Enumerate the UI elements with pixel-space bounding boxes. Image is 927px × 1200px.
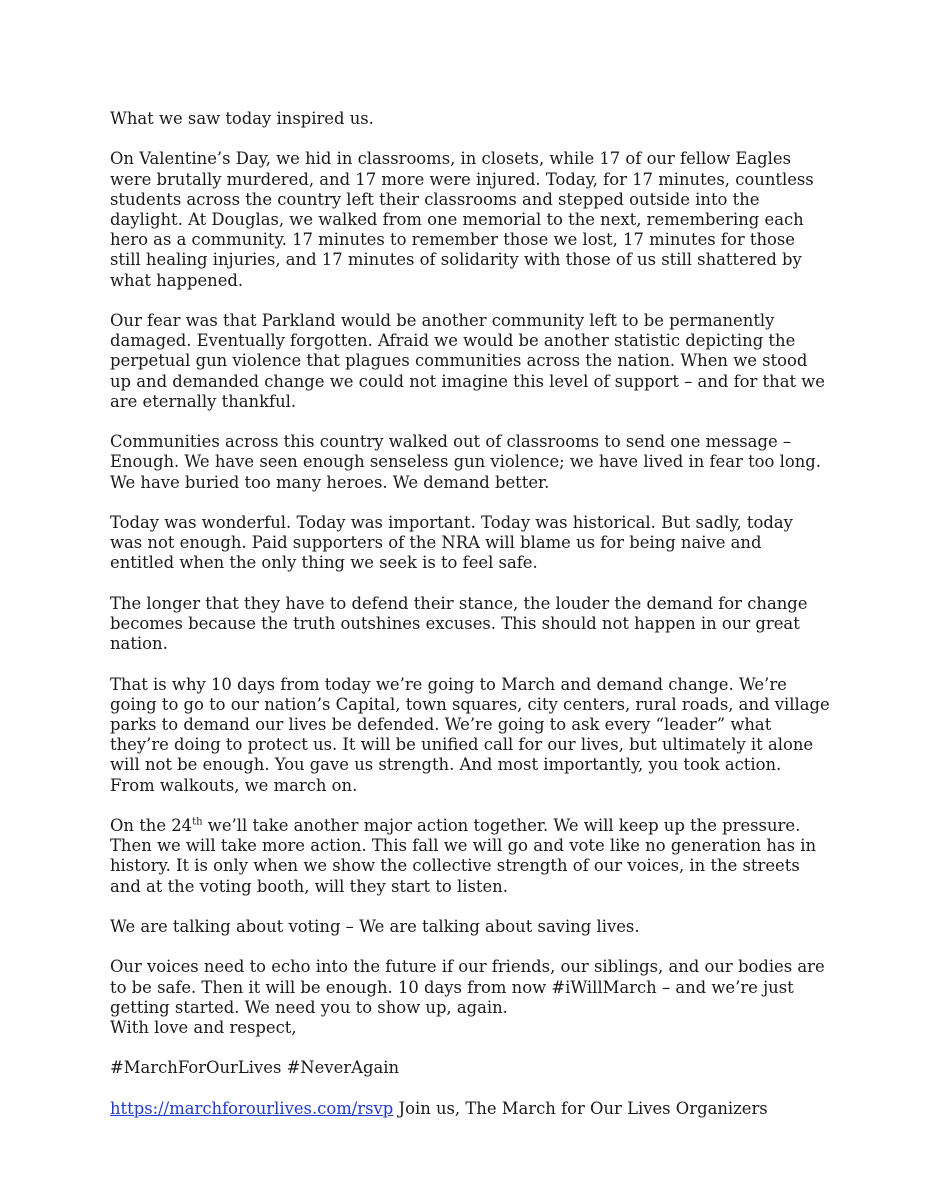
paragraph-our-fear: Our fear was that Parkland would be another community left to be permanently damaged. Eventually forgotten. Afraid we would be another statistic depicting the perpetual gun violence that plagues communities across the nation. When we stood up and demanded change we could not imagine this level of support – and for that we are eternally thankful. [110, 311, 825, 411]
p7-start: On the 24 [110, 816, 193, 835]
signoff-text: Join us, The March for Our Lives Organizers [393, 1098, 768, 1118]
paragraph-valentines-day: On Valentine’s Day, we hid in classrooms, in closets, while 17 of our fellow Eagles were brutally murdered, and 17 more were injured. Today, for 17 minutes, countless students across the country left their classrooms and stepped outside into the daylight. At Douglas, we walked from one memorial to the next, remembering each hero as a community. 17 minutes to remember those we lost, 17 minutes for those still healing injuries, and 17 minutes of solidarity with those of us still shattered by what happened. [110, 149, 814, 290]
opening-line: What we saw today inspired us. [110, 109, 374, 128]
rsvp-link[interactable]: https://marchforourlives.com/rsvp [110, 1098, 394, 1118]
paragraph-the-longer: The longer that they have to defend their stance, the louder the demand for change becomes because the truth outshines excuses. This should not happen in our great nation. [110, 593, 808, 654]
paragraph-voting: We are talking about voting – We are talking about saving lives. [110, 917, 640, 936]
closing-line: With love and respect, [110, 1018, 297, 1037]
letter-body [110, 109, 830, 1139]
paragraph-our-voices: Our voices need to echo into the future if our friends, our siblings, and our bodies are to be safe. Then it will be enough. 10 days from now #iWillMarch – and we’re just getting started. We need you to show up, again. [110, 957, 825, 1017]
ordinal-suffix: th [192, 816, 203, 828]
rsvp-line [110, 1099, 830, 1119]
paragraph-ten-days: That is why 10 days from today we’re going to March and demand change. We’re going to go to our nation’s Capital, town squares, city centers, rural roads, and village parks to demand our lives be defended. We’re going to ask every “leader” what they’re doing to protect us. It will be unified call for our lives, but ultimately it alone will not be enough. You gave us strength. And most importantly, you took action. From walkouts, we march on. [110, 674, 830, 795]
hashtags: #MarchForOurLives #NeverAgain [110, 1058, 400, 1078]
paragraph-today-was-wonderful: Today was wonderful. Today was important. Today was historical. But sadly, today was not enough. Paid supporters of the NRA will blame us for being naive and entitled when the only thing we seek is to feel safe. [110, 513, 793, 573]
paragraph-on-the-24th [110, 816, 830, 897]
paragraph-communities: Communities across this country walked out of classrooms to send one message – Enough. We have seen enough senseless gun violence; we have lived in fear too long. We have buried too many heroes. We demand better. [110, 432, 821, 492]
p7-rest: we’ll take another major action together. We will keep up the pressure. Then we will take more action. This fall we will go and vote like no generation has in history. It is only when we show the collective strength of our voices, in the streets and at the voting booth, will they start to listen. [110, 816, 817, 896]
